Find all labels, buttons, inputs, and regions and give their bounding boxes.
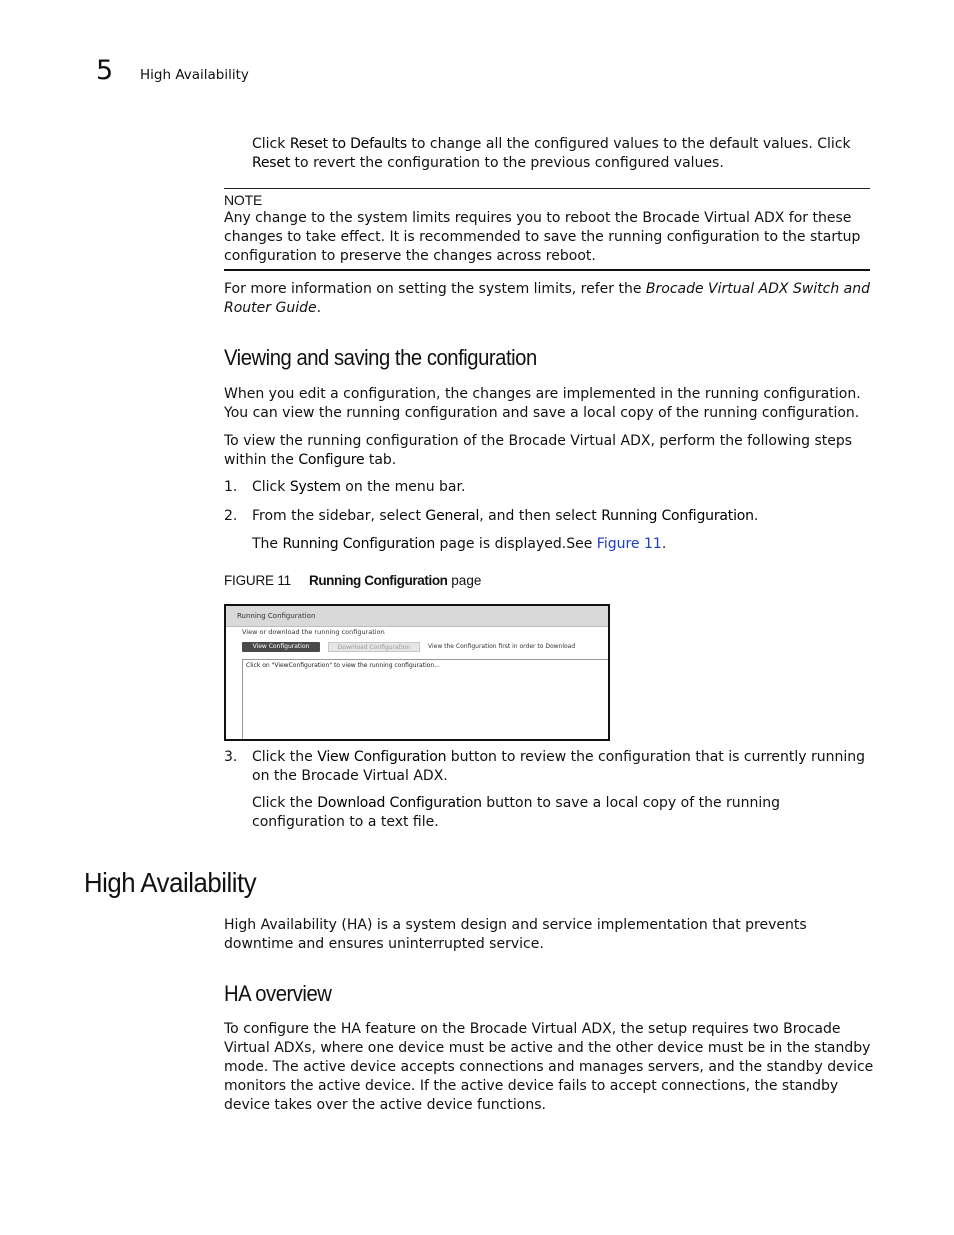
ha-intro-paragraph: High Availability (HA) is a system design and service implementation that prevents downtime and ensures uninterrupted service. [224, 917, 807, 952]
configure-term: Configure [298, 452, 365, 468]
note-box [224, 188, 870, 271]
download-configuration-term: Download Configuration [317, 795, 482, 811]
view-configuration-button[interactable]: View Configuration [242, 642, 320, 652]
reset-defaults-term: Reset to Defaults [289, 136, 407, 152]
figure-title: Running Configuration [308, 573, 448, 588]
chapter-title: High Availability [140, 67, 249, 83]
note-text: Any change to the system limits requires you to reboot the Brocade Virtual ADX for these changes to take effect. It is recommended to save the running configuration to the startup configuration to preserve the changes across reboot. [224, 210, 861, 264]
system-term: System [289, 479, 341, 495]
step-3-number: 3. [224, 749, 238, 765]
configuration-text-area[interactable]: Click on "ViewConfiguration" to view the running configuration... [242, 659, 608, 739]
intro-paragraph: Click Reset to Defaults to change all the configured values to the default values. Click Reset to revert the configuration to the previous configured values. [252, 136, 851, 171]
reset-term: Reset [252, 155, 291, 171]
step-1-text: Click System on the menu bar. [252, 479, 466, 495]
ha-overview-paragraph: To configure the HA feature on the Brocade Virtual ADX, the setup requires two Brocade Virtual ADXs, where one device must be active and the other device must be in the standby mode. The active device accepts connections and manages servers, and the standby device monitors the active device. If the active device fails to accept connections, the standby device takes over the active device functions. [224, 1021, 874, 1113]
general-term: General [425, 508, 480, 524]
chapter-number: 5 [96, 55, 114, 86]
more-info-paragraph: For more information on setting the system limits, refer the Brocade Virtual ADX Switch and Router Guide. [224, 281, 871, 316]
guide-title: Brocade Virtual ADX Switch and Router Guide [224, 281, 871, 316]
figure-11-link[interactable]: Figure 11 [596, 536, 662, 552]
step-3-more: Click the Download Configuration button to save a local copy of the running configuration to a text file. [252, 795, 781, 830]
running-config-term: Running Configuration [282, 536, 436, 552]
viewing-paragraph-2: To view the running configuration of the Brocade Virtual ADX, perform the following steps within the Configure tab. [224, 433, 853, 468]
running-config-term: Running Configuration [601, 508, 754, 524]
screenshot-hint: View the Configuration first in order to Download [428, 643, 576, 650]
screenshot-panel-title: Running Configuration [226, 606, 608, 627]
note-label: NOTE [224, 192, 263, 208]
screenshot-subtitle: View or download the running configuration [242, 628, 385, 636]
step-2-text: From the sidebar, select General, and then select Running Configuration. [252, 508, 759, 524]
download-configuration-button[interactable]: Download Configuration [328, 642, 420, 652]
figure-caption [224, 572, 481, 590]
running-config-screenshot [224, 604, 610, 741]
step-2-number: 2. [224, 508, 238, 524]
viewing-paragraph-1: When you edit a configuration, the changes are implemented in the running configuration. You can view the running configuration and save a local copy of the running configuration. [224, 386, 861, 421]
view-configuration-term: View Configuration [317, 749, 447, 765]
figure-label: FIGURE 11 [224, 573, 291, 588]
section-heading-viewing: Viewing and saving the configuration [224, 345, 537, 370]
section-heading-ha-overview: HA overview [224, 981, 332, 1006]
figure-title-rest: page [447, 573, 482, 588]
step-3-text: Click the View Configuration button to review the configuration that is currently running on the Brocade Virtual ADX. [252, 749, 866, 784]
chapter-heading-high-availability: High Availability [84, 867, 257, 898]
step-2-result: The Running Configuration page is displayed.See Figure 11. [252, 536, 667, 552]
step-1-number: 1. [224, 479, 238, 495]
